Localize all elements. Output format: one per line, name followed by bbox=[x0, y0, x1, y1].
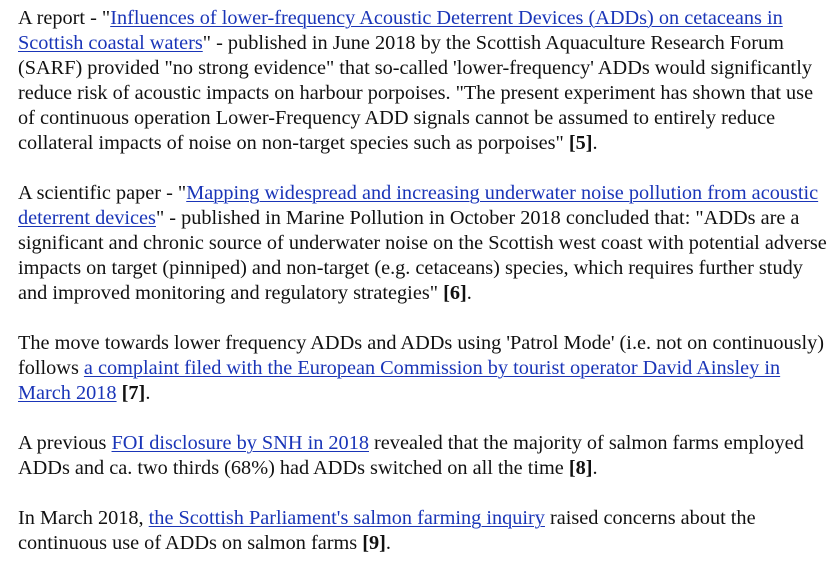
link-parliament-inquiry[interactable]: the Scottish Parliament's salmon farming inquiry bbox=[148, 507, 545, 529]
link-ec-complaint[interactable]: a complaint filed with the European Commission by tourist operator David Ainsley in March 2018 bbox=[18, 357, 781, 404]
paragraph-end: . bbox=[592, 457, 598, 479]
paragraph-text: " - published in Marine Pollution in October 2018 concluded that: "ADDs are a significant and chronic source of underwater noise on the Scottish west coast with potential adverse impacts on target (pinniped) and non-target (e.g. cetaceans) species, which requires further study and improved monitoring and regulatory strategies" bbox=[18, 207, 827, 304]
paragraph-sarf-report bbox=[18, 6, 830, 156]
reference-7: [7] bbox=[121, 382, 146, 404]
link-sarf-report[interactable]: Influences of lower-frequency Acoustic Deterrent Devices (ADDs) on cetaceans in Scottish coastal waters bbox=[18, 7, 783, 54]
paragraph-text: A scientific paper - " bbox=[18, 182, 187, 204]
paragraph-end: . bbox=[385, 532, 391, 554]
link-foi-disclosure[interactable]: FOI disclosure by SNH in 2018 bbox=[111, 432, 369, 454]
reference-8: [8] bbox=[568, 457, 593, 479]
paragraph-scientific-paper bbox=[18, 181, 830, 306]
paragraph-text: The move towards lower frequency ADDs and ADDs using 'Patrol Mode' (i.e. not on continuously) follows bbox=[18, 332, 825, 379]
paragraph-end: . bbox=[466, 282, 472, 304]
paragraph-text: A report - " bbox=[18, 7, 111, 29]
paragraph-text: A previous bbox=[18, 432, 112, 454]
paragraph-foi-disclosure bbox=[18, 431, 830, 481]
paragraph-patrol-mode bbox=[18, 331, 830, 406]
paragraph-end: . bbox=[592, 132, 598, 154]
paragraph-parliament-inquiry bbox=[18, 506, 830, 556]
paragraph-text: " - published in June 2018 by the Scottish Aquaculture Research Forum (SARF) provided "no strong evidence" that so-called 'lower-frequency' ADDs would significantly reduce risk of acoustic impacts on harbour porpoises. "The present experiment has shown that use of continuous operation Lower-Frequency ADD signals cannot be assumed to entirely reduce collateral impacts of noise on non-target species such as porpoises" bbox=[18, 32, 814, 154]
reference-6: [6] bbox=[443, 282, 467, 304]
article-body bbox=[18, 6, 830, 581]
reference-5: [5] bbox=[568, 132, 593, 154]
reference-9: [9] bbox=[362, 532, 386, 554]
paragraph-text: In March 2018, bbox=[18, 507, 149, 529]
paragraph-text: raised concerns about the continuous use of ADDs on salmon farms bbox=[18, 507, 756, 554]
paragraph-end: . bbox=[145, 382, 151, 404]
paragraph-text: revealed that the majority of salmon farms employed ADDs and ca. two thirds (68%) had ADDs switched on all the time bbox=[18, 432, 804, 479]
link-mapping-noise-paper[interactable]: Mapping widespread and increasing underwater noise pollution from acoustic deterrent devices bbox=[18, 182, 819, 229]
